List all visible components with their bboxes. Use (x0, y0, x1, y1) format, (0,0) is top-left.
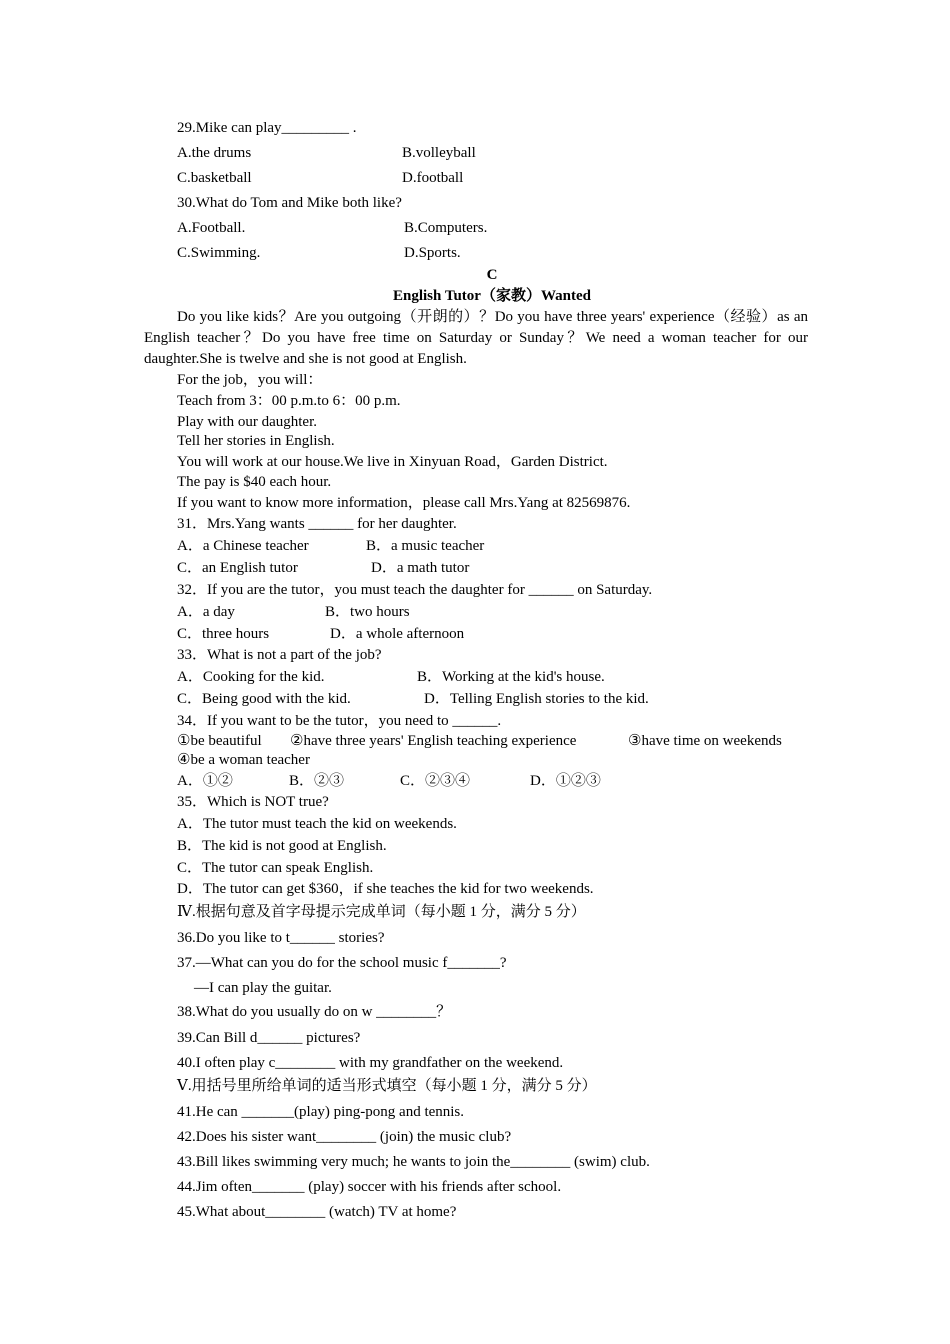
item-45: 45.What about________ (watch) TV at home? (177, 1204, 457, 1220)
q29-option-b: B.volleyball (402, 145, 476, 161)
question-29-stem: 29.Mike can play_________ . (177, 120, 357, 136)
q32-option-b: B．two hours (325, 604, 410, 620)
q35-option-c: C．The tutor can speak English. (177, 860, 374, 876)
question-31-stem: 31．Mrs.Yang wants ______ for her daughter. (177, 516, 457, 532)
item-36: 36.Do you like to t______ stories? (177, 930, 385, 946)
q34-statement-3: ③have time on weekends (628, 733, 782, 749)
section-c-title: English Tutor（家教）Wanted (393, 288, 591, 304)
q34-option-a: A．①② (177, 773, 233, 789)
q29-option-c: C.basketball (177, 170, 252, 186)
q30-option-c: C.Swimming. (177, 245, 261, 261)
item-37: 37.—What can you do for the school music f_______? (177, 955, 507, 971)
q34-statement-2: ②have three years' English teaching experience (290, 733, 577, 749)
q35-option-d: D．The tutor can get $360，if she teaches the kid for two weekends. (177, 881, 594, 897)
question-35-stem: 35．Which is NOT true? (177, 794, 329, 810)
q34-statement-1: ①be beautiful (177, 733, 262, 749)
q32-option-d: D．a whole afternoon (330, 626, 465, 642)
q30-option-a: A.Football. (177, 220, 246, 236)
q34-statement-4: ④be a woman teacher (177, 752, 310, 768)
job-line-1: For the job，you will： (177, 372, 323, 388)
q30-option-d: D.Sports. (404, 245, 461, 261)
q34-option-c: C．②③④ (400, 773, 471, 789)
item-38: 38.What do you usually do on w ________？ (177, 1004, 452, 1020)
item-39: 39.Can Bill d______ pictures? (177, 1030, 361, 1046)
q32-option-a: A．a day (177, 604, 235, 620)
section-5-heading: Ⅴ.用括号里所给单词的适当形式填空（每小题 1 分，满分 5 分） (177, 1078, 597, 1094)
q31-option-c: C．an English tutor (177, 560, 298, 576)
job-line-4: Tell her stories in English. (177, 433, 335, 449)
q34-option-b: B．②③ (289, 773, 345, 789)
q33-option-c: C．Being good with the kid. (177, 691, 351, 707)
item-41: 41.He can _______(play) ping-pong and tennis. (177, 1104, 465, 1120)
question-30-stem: 30.What do Tom and Mike both like? (177, 195, 402, 211)
q33-option-d: D．Telling English stories to the kid. (424, 691, 649, 707)
q29-option-d: D.football (402, 170, 464, 186)
question-32-stem: 32．If you are the tutor，you must teach the daughter for ______ on Saturday. (177, 582, 653, 598)
q31-option-d: D．a math tutor (371, 560, 470, 576)
item-40: 40.I often play c________ with my grandfather on the weekend. (177, 1055, 564, 1071)
q31-option-b: B．a music teacher (366, 538, 485, 554)
job-line-7: If you want to know more information，please call Mrs.Yang at 82569876. (177, 495, 631, 511)
job-line-2: Teach from 3：00 p.m.to 6：00 p.m. (177, 393, 401, 409)
section-4-heading: Ⅳ.根据句意及首字母提示完成单词（每小题 1 分，满分 5 分） (177, 904, 586, 920)
q31-option-a: A．a Chinese teacher (177, 538, 309, 554)
item-37-answer: —I can play the guitar. (194, 980, 332, 996)
section-c-letter: C (486, 267, 498, 283)
q33-option-a: A．Cooking for the kid. (177, 669, 325, 685)
item-44: 44.Jim often_______ (play) soccer with his friends after school. (177, 1179, 562, 1195)
q34-option-d: D．①②③ (530, 773, 601, 789)
job-line-6: The pay is $40 each hour. (177, 474, 332, 490)
question-33-stem: 33．What is not a part of the job? (177, 647, 382, 663)
q32-option-c: C．three hours (177, 626, 270, 642)
item-42: 42.Does his sister want________ (join) the music club? (177, 1129, 512, 1145)
q29-option-a: A.the drums (177, 145, 252, 161)
q35-option-b: B．The kid is not good at English. (177, 838, 387, 854)
section-c-intro: Do you like kids？Are you outgoing（开朗的）？Do you have three years' experience（经验）as an English teacher？Do you have free time on Saturday or Sunday？We need a woman teacher for our daughter.She is twelve and she is not good at English. (144, 309, 808, 367)
q33-option-b: B．Working at the kid's house. (417, 669, 605, 685)
item-43: 43.Bill likes swimming very much; he wants to join the________ (swim) club. (177, 1154, 650, 1170)
job-line-3: Play with our daughter. (177, 414, 317, 430)
q35-option-a: A．The tutor must teach the kid on weekends. (177, 816, 457, 832)
question-34-stem: 34．If you want to be the tutor，you need to ______. (177, 713, 502, 729)
q30-option-b: B.Computers. (404, 220, 488, 236)
job-line-5: You will work at our house.We live in Xinyuan Road，Garden District. (177, 454, 608, 470)
